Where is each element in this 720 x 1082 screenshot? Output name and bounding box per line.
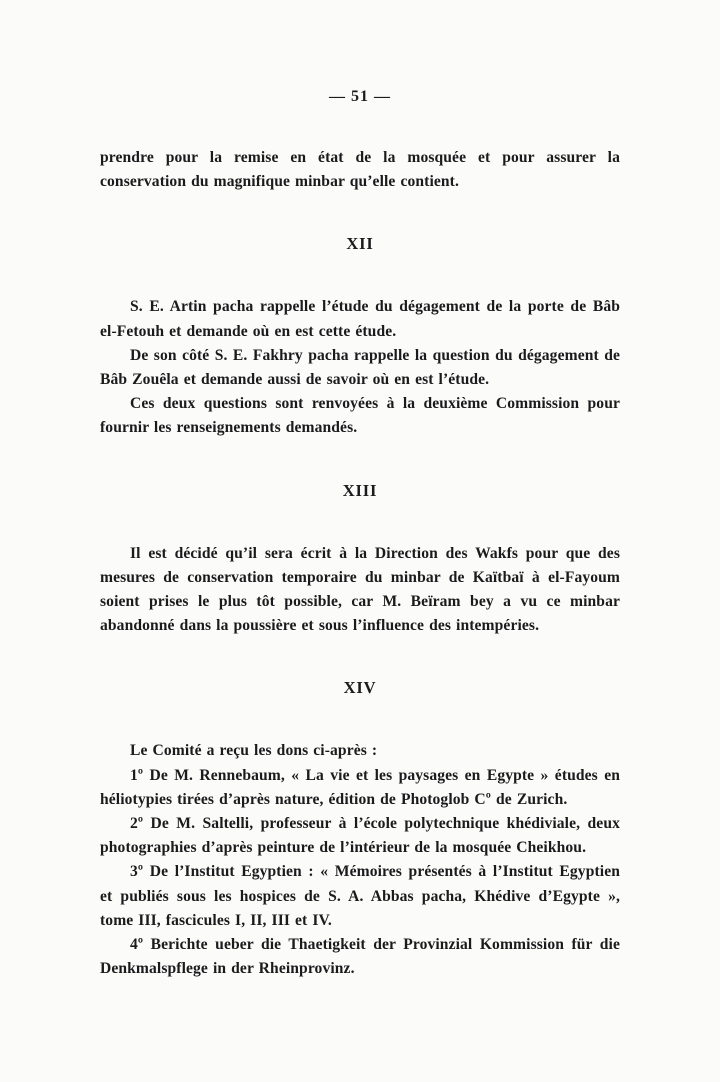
paragraph-donation-item: 2º De M. Saltelli, professeur à l’école polytechnique khédiviale, deux photographies d’après peinture de l’intérieur de la mosquée Cheikhou. [100, 815, 620, 857]
section-xii [100, 234, 620, 440]
paragraph: Il est décidé qu’il sera écrit à la Direction des Wakfs pour que des mesures de conservation temporaire du minbar de Kaïtbaï à el-Fayoum soient prises le plus tôt possible, car M. Beïram bey a vu ce minbar abandonné dans la poussière et sous l’influence des intempéries. [100, 544, 620, 635]
section-xiii [100, 481, 620, 639]
section-heading-xiv: XIV [343, 678, 377, 698]
paragraph-donation-item: 3º De l’Institut Egyptien : « Mémoires présentés à l’Institut Egyptien et publiés sous les hospices de S. A. Abbas pacha, Khédive d’Egypte », tome III, fascicules I, II, III et IV. [100, 863, 620, 929]
paragraph: De son côté S. E. Fakhry pacha rappelle la question du dégagement de Bâb Zouêla et demande aussi de savoir où en est l’étude. [100, 346, 620, 389]
paragraph-donation-item: 4º Berichte ueber die Thaetigkeit der Provinzial Kommission für die Denkmalspflege in der Rheinprovinz. [100, 936, 620, 978]
section-xiv [100, 678, 620, 981]
paragraph-continuation: prendre pour la remise en état de la mosquée et pour assurer la conservation du magnifique minbar qu’elle contient. [100, 149, 620, 191]
paragraph: Ces deux questions sont renvoyées à la deuxième Commission pour fournir les renseignements demandés. [100, 395, 620, 437]
paragraph-donation-item: 1º De M. Rennebaum, « La vie et les paysages en Egypte » études en héliotypies tirées d’après nature, édition de Photoglob Cº de Zurich. [100, 766, 620, 808]
page-number: — 51 — [329, 88, 391, 105]
section-heading-xii: XII [346, 234, 374, 254]
paragraph: Le Comité a reçu les dons ci-après : [130, 742, 378, 760]
paragraph: S. E. Artin pacha rappelle l’étude du dégagement de la porte de Bâb el-Fetouh et demande où en est cette étude. [100, 298, 620, 340]
section-heading-xiii: XIII [342, 480, 378, 500]
